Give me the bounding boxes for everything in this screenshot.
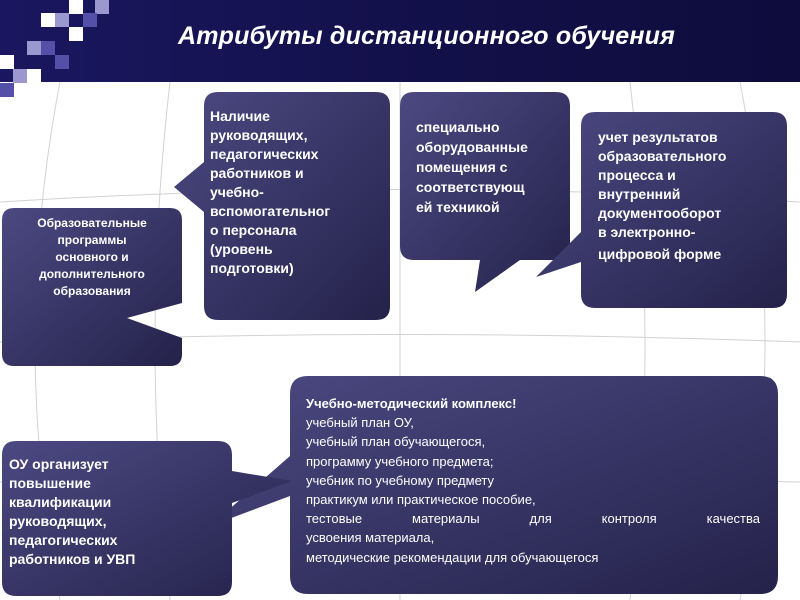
bubble-educational-programs: [2, 208, 182, 366]
bubble-teaching-complex: [290, 376, 778, 594]
bubble-results-accounting: [581, 112, 787, 308]
umk-text: Учебно-методический комплекс! учебный план ОУ, учебный план обучающегося, программу учебного предмета; учебник по учебному предмету практикум или практическое пособие, тестовые материалы для контроля качества усвоения материала, методические рекомендации для обучающегося: [306, 396, 760, 565]
training-text: ОУ организует повышение квалификации руководящих, педагогических работников и УВП: [9, 456, 136, 567]
rooms-text: специально оборудованные помещения с соответствующ ей техникой: [416, 119, 528, 215]
slide-title: Атрибуты дистанционного обучения: [178, 22, 676, 50]
umk-heading: Учебно-методический комплекс!: [306, 396, 517, 411]
programs-text: Образовательные программы основного и дополнительного образования: [37, 216, 147, 298]
staff-text: Наличие руководящих, педагогических работников и учебно- вспомогательног о персонала (уровень подготовки): [210, 108, 331, 276]
results-text: учет результатов образовательного процесса и внутренний документооборот в электронно- цифровой форме: [598, 129, 727, 262]
bubble-staff: [204, 92, 390, 320]
bubble-equipped-rooms: [400, 92, 570, 260]
bubble-staff-training: [2, 441, 232, 596]
